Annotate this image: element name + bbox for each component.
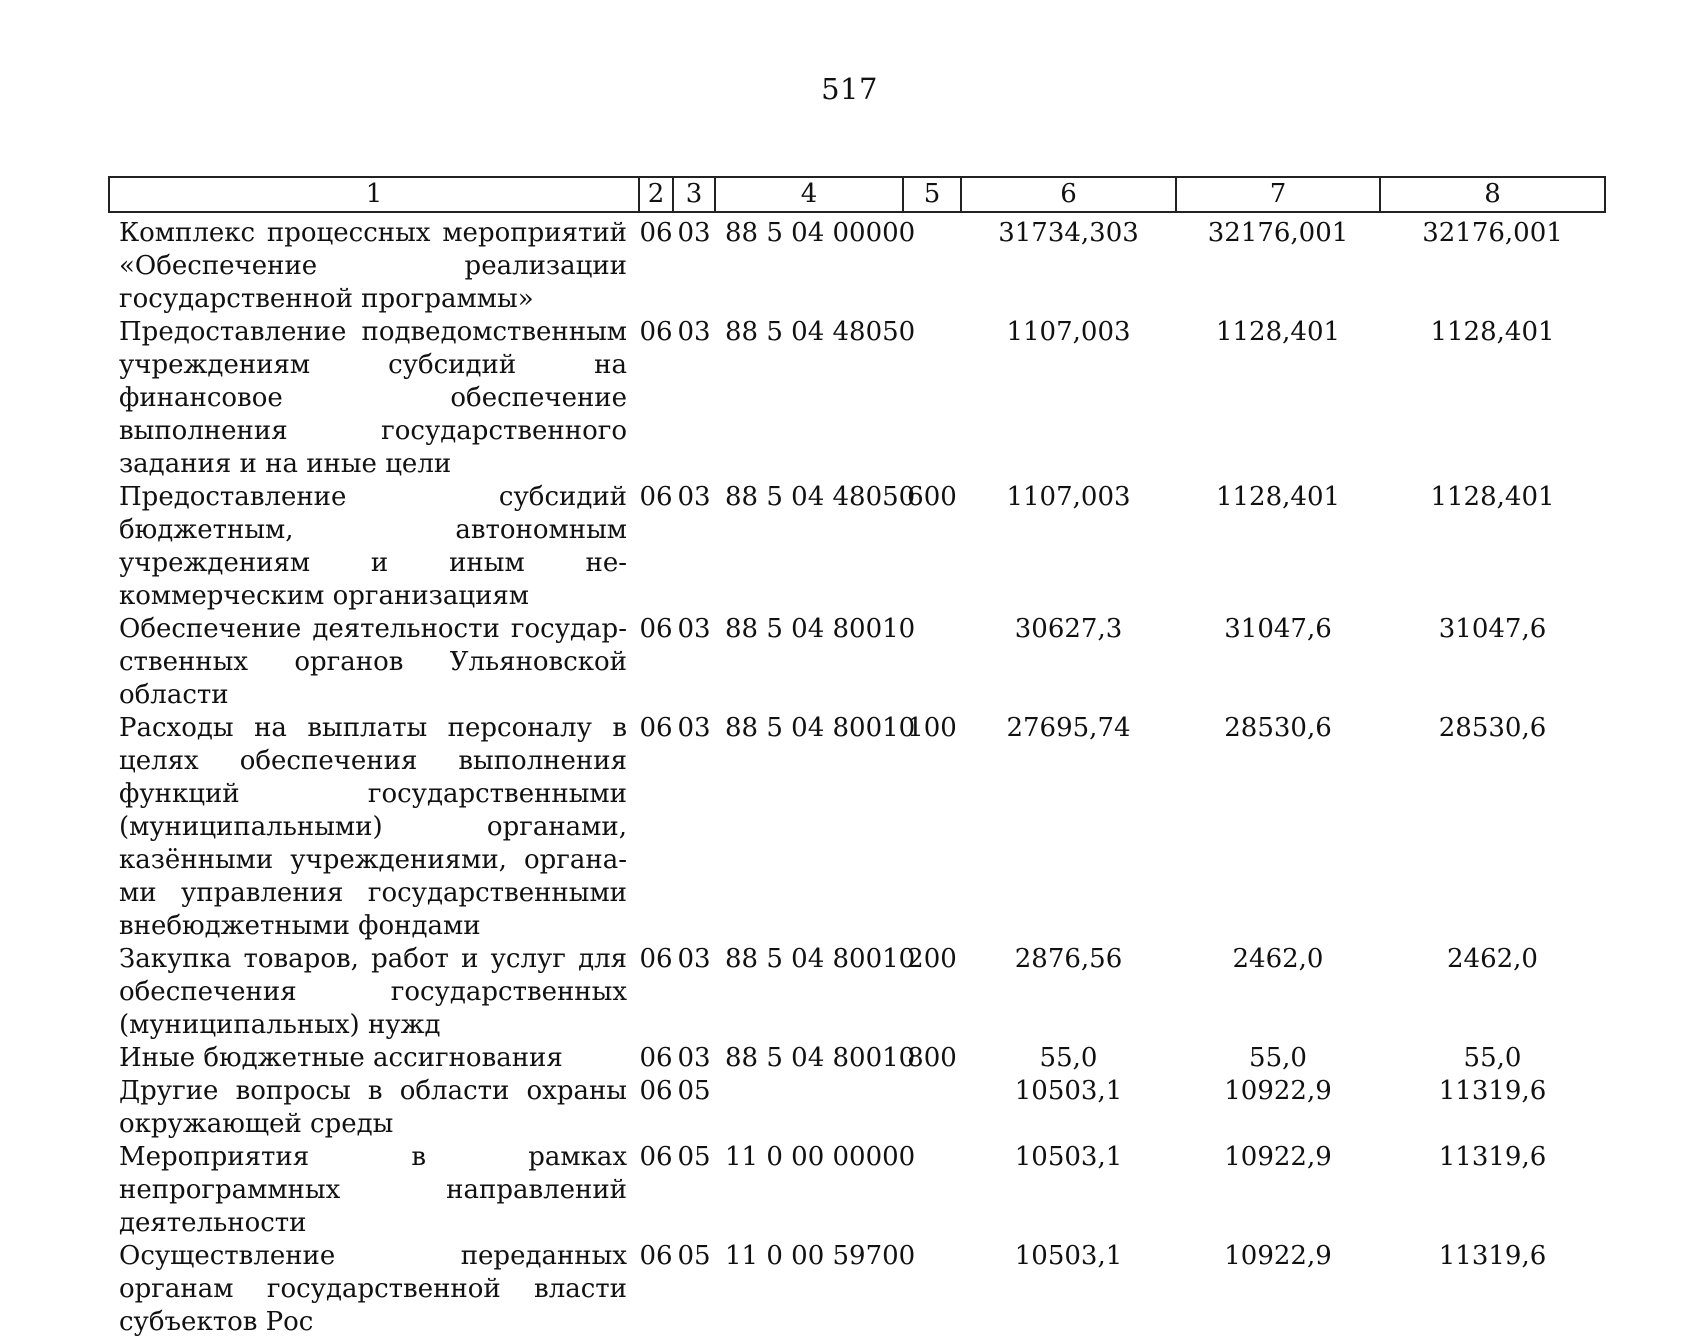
row-col-6: 55,0: [1039, 1043, 1098, 1073]
header-col-8: 8: [1380, 177, 1605, 212]
row-col-4: 88 5 04 00000: [725, 218, 916, 248]
row-col-7: 28530,6: [1224, 713, 1332, 743]
row-col-4: 88 5 04 48050: [725, 317, 916, 347]
table-row: [109, 1240, 1605, 1339]
row-name: Предоставление субсидий бюджетным, автономным учреждениям и иным некоммерческим организациям: [119, 482, 627, 611]
header-col-7: 7: [1176, 177, 1380, 212]
row-col-3: 03: [677, 713, 711, 743]
table-row: [109, 481, 1605, 613]
row-col-7: 10922,9: [1224, 1241, 1332, 1271]
row-col-8: 1128,401: [1430, 482, 1555, 512]
row-col-8: 2462,0: [1447, 944, 1538, 974]
row-col-3: 03: [677, 482, 711, 512]
row-col-2: 06: [639, 713, 673, 743]
row-col-5: 600: [907, 482, 957, 512]
row-col-2: 06: [639, 1076, 673, 1106]
table-row: [109, 1075, 1605, 1141]
row-name: Мероприятия в рамках непрограммных направлений деятельности: [119, 1142, 627, 1238]
row-col-8: 11319,6: [1438, 1241, 1547, 1271]
row-col-2: 06: [639, 1142, 673, 1172]
row-col-3: 05: [677, 1241, 711, 1271]
row-col-3: 03: [677, 1043, 711, 1073]
row-col-3: 05: [677, 1142, 711, 1172]
row-col-3: 03: [677, 317, 711, 347]
row-col-8: 28530,6: [1438, 713, 1547, 743]
row-col-5: 100: [907, 713, 957, 743]
row-col-4: 88 5 04 80010: [725, 614, 916, 644]
header-col-1: 1: [109, 177, 639, 212]
row-name: Комплекс процессных мероприятий «Обеспечение реализации государственной программы»: [119, 218, 627, 314]
row-col-7: 1128,401: [1215, 482, 1341, 512]
row-name: Расходы на выплаты персоналу в целях обеспечения выполнения функций государственными (муниципальными) органами, казёнными учреждениями, органами управления государственными внебюджетными фондами: [119, 713, 627, 941]
row-col-7: 31047,6: [1224, 614, 1332, 644]
table-row: [109, 212, 1605, 316]
table-row: [109, 943, 1605, 1042]
row-name: Обеспечение деятельности государственных органов Ульяновской области: [119, 614, 627, 710]
row-name: Иные бюджетные ассигнования: [119, 1043, 563, 1073]
row-name: Другие вопросы в области охраны окружающей среды: [119, 1076, 627, 1139]
row-col-7: 1128,401: [1215, 317, 1341, 347]
row-col-5: 800: [907, 1043, 957, 1073]
row-col-6: 31734,303: [998, 218, 1139, 248]
row-col-7: 10922,9: [1224, 1076, 1332, 1106]
table-row: [109, 1141, 1605, 1240]
row-col-4: 88 5 04 80010: [725, 713, 916, 743]
row-col-6: 1107,003: [1006, 317, 1131, 347]
header-col-6: 6: [961, 177, 1176, 212]
row-col-2: 06: [639, 218, 673, 248]
row-name: Осуществление переданных органам государственной власти субъектов Рос: [119, 1241, 627, 1337]
table-header: [109, 177, 1605, 212]
row-col-4: 11 0 00 00000: [725, 1142, 916, 1172]
header-col-4: 4: [715, 177, 903, 212]
row-col-3: 05: [677, 1076, 711, 1106]
header-col-2: 2: [639, 177, 673, 212]
row-col-2: 06: [639, 317, 673, 347]
row-col-6: 10503,1: [1014, 1142, 1123, 1172]
row-col-8: 55,0: [1463, 1043, 1522, 1073]
row-col-4: [715, 1075, 903, 1141]
row-col-6: 27695,74: [1006, 713, 1131, 743]
row-col-2: 06: [639, 1241, 673, 1271]
row-col-2: 06: [639, 1043, 673, 1073]
row-name: Закупка товаров, работ и услуг для обеспечения государственных (муниципальных) нужд: [119, 944, 627, 1040]
row-col-8: 11319,6: [1438, 1142, 1547, 1172]
row-col-6: 30627,3: [1014, 614, 1123, 644]
row-col-7: 55,0: [1249, 1043, 1307, 1073]
table-row: [109, 1042, 1605, 1075]
row-col-4: 11 0 00 59700: [725, 1241, 916, 1271]
row-col-4: 88 5 04 80010: [725, 1043, 916, 1073]
header-col-3: 3: [673, 177, 715, 212]
table-row: [109, 316, 1605, 481]
row-col-6: 1107,003: [1006, 482, 1131, 512]
budget-table: [108, 176, 1606, 1339]
header-col-5: 5: [903, 177, 961, 212]
row-col-3: 03: [677, 944, 711, 974]
row-col-4: 88 5 04 80010: [725, 944, 916, 974]
row-col-2: 06: [639, 482, 673, 512]
row-col-6: 2876,56: [1014, 944, 1123, 974]
row-col-8: 11319,6: [1438, 1076, 1547, 1106]
row-col-5: 200: [907, 944, 957, 974]
row-col-6: 10503,1: [1014, 1076, 1123, 1106]
table-body: [109, 212, 1605, 1339]
table-row: [109, 613, 1605, 712]
page-number: 517: [821, 72, 878, 106]
header-row: [109, 177, 1605, 212]
row-col-8: 1128,401: [1430, 317, 1555, 347]
row-col-7: 10922,9: [1224, 1142, 1332, 1172]
row-col-7: 32176,001: [1207, 218, 1349, 248]
row-col-5: [903, 1075, 961, 1141]
table-row: [109, 712, 1605, 943]
row-col-4: 88 5 04 48050: [725, 482, 916, 512]
row-col-6: 10503,1: [1014, 1241, 1123, 1271]
row-col-8: 32176,001: [1422, 218, 1563, 248]
row-col-7: 2462,0: [1232, 944, 1324, 974]
row-col-2: 06: [639, 614, 673, 644]
row-col-8: 31047,6: [1438, 614, 1547, 644]
row-col-3: 03: [677, 614, 711, 644]
row-name: Предоставление подведомственным учреждениям субсидий на финансовое обеспечение выполнения государственного задания и на иные цели: [119, 317, 627, 479]
row-col-2: 06: [639, 944, 673, 974]
row-col-3: 03: [677, 218, 711, 248]
